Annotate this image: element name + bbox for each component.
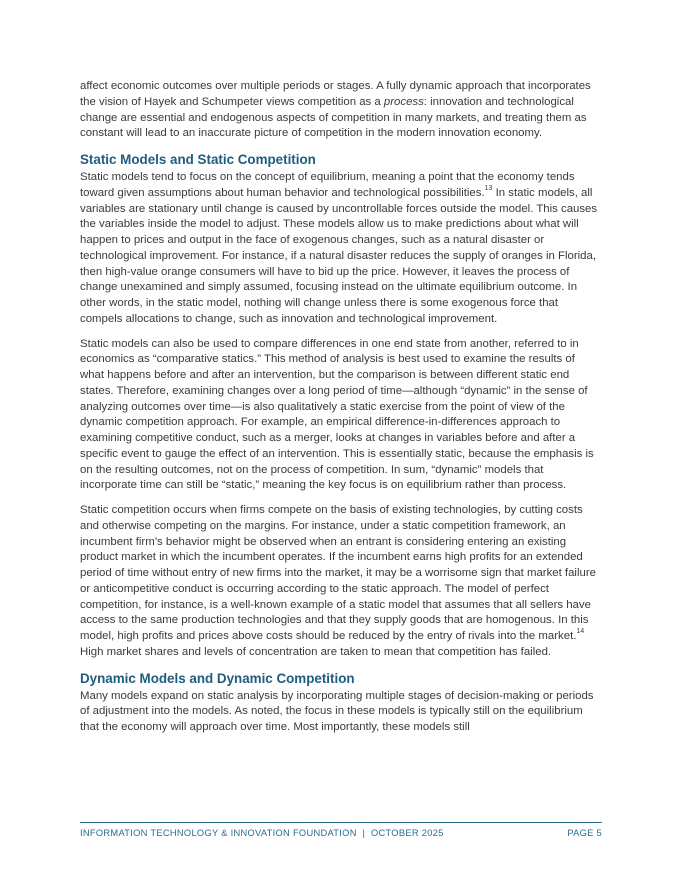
- page-footer: [80, 828, 602, 838]
- static-paragraph-2: Static models can also be used to compare differences in one end state from another, referred to in economics as “comparative statics.” This method of analysis is best used to examine the results of what happens before and after an intervention, but the comparison is between different static end states. Therefore, examining changes over a long period of time—although “dynamic” in the sense of analyzing outcomes over time—is also qualitatively a static exercise from the point of view of the dynamic competition approach. For example, an empirical difference-in-differences approach to examining competitive conduct, such as a merger, looks at changes in variables before and after a specific event to gauge the effect of an intervention. This is essentially static, because the emphasis is on the resulting outcomes, not on the process of competition. In sum, “dynamic” models that incorporate time can still be “static,” meaning the key focus is on equilibrium rather than process.: [80, 337, 594, 492]
- intro-emphasis: process: [383, 95, 424, 108]
- footer-publisher: INFORMATION TECHNOLOGY & INNOVATION FOUNDATION | OCTOBER 2025: [80, 828, 444, 838]
- footnote-ref-14[interactable]: 14: [576, 628, 585, 636]
- footnote-ref-13[interactable]: 13: [484, 184, 493, 192]
- page-body: [80, 79, 602, 745]
- intro-paragraph: [80, 79, 602, 142]
- paragraph-text-cont: In static models, all variables are stationary until change is caused by uncontrollable forces outside the model. This causes the variables inside the model to adjust. These models allow us to make predictions about what will happen to prices and output in the face of exogenous changes, such as a natural disaster or technological improvement. For instance, if a natural disaster reduces the supply of oranges in Florida, then high-value orange consumers will have to bid up the price. However, it leaves the process of change unexamined and simply assumed, focusing instead on the ultimate equilibrium outcome. In other words, in the static model, nothing will change unless there is some exogenous force that compels allocations to change, such as innovation and technological improvement.: [80, 186, 598, 325]
- footer-divider: [80, 822, 602, 823]
- section-heading-static: Static Models and Static Competition: [80, 152, 316, 167]
- static-paragraph-1: [80, 170, 602, 328]
- intro-text-cont: : innovation and technological change are essential and endogenous aspects of competition in many markets, and treating them as constant will lead to an inaccurate picture of competition in the modern innovation economy.: [80, 95, 587, 140]
- static-paragraph-3: [80, 503, 602, 661]
- section-heading-dynamic: Dynamic Models and Dynamic Competition: [80, 670, 355, 686]
- paragraph-text: Static models tend to focus on the concept of equilibrium, meaning a point that the economy tends toward given assumptions about human behavior and technological possibilities.: [80, 171, 575, 199]
- intro-text: affect economic outcomes over multiple periods or stages. A fully dynamic approach that incorporates the vision of Hayek and Schumpeter views competition as a: [80, 80, 591, 108]
- paragraph-text: Static competition occurs when firms compete on the basis of existing technologies, by cutting costs and otherwise competing on the margins. For instance, under a static competition framework, an incumbent firm’s behavior might be observed when an entrant is considering entering an existing product market in which the incumbent operates. If the incumbent earns high profits for an extended period of time without entry of new firms into the market, it may be a worrisome sign that market failure or anticompetitive conduct is occurring according to the static approach. The model of perfect competition, for instance, is a well-known example of a static model that assumes that all sellers have access to the same production technologies and that they supply goods that are homogenous. In this model, high profits and prices above costs should be reduced by the entry of rivals into the market.: [80, 504, 596, 642]
- page-number: PAGE 5: [567, 828, 602, 838]
- paragraph-text-cont: High market shares and levels of concentration are taken to mean that competition has failed.: [80, 645, 552, 658]
- dynamic-paragraph-1: Many models expand on static analysis by incorporating multiple stages of decision-making or periods of adjustment into the models. As noted, the focus in these models is typically still on the equilibrium that the economy will approach over time. Most importantly, these models still: [80, 689, 594, 733]
